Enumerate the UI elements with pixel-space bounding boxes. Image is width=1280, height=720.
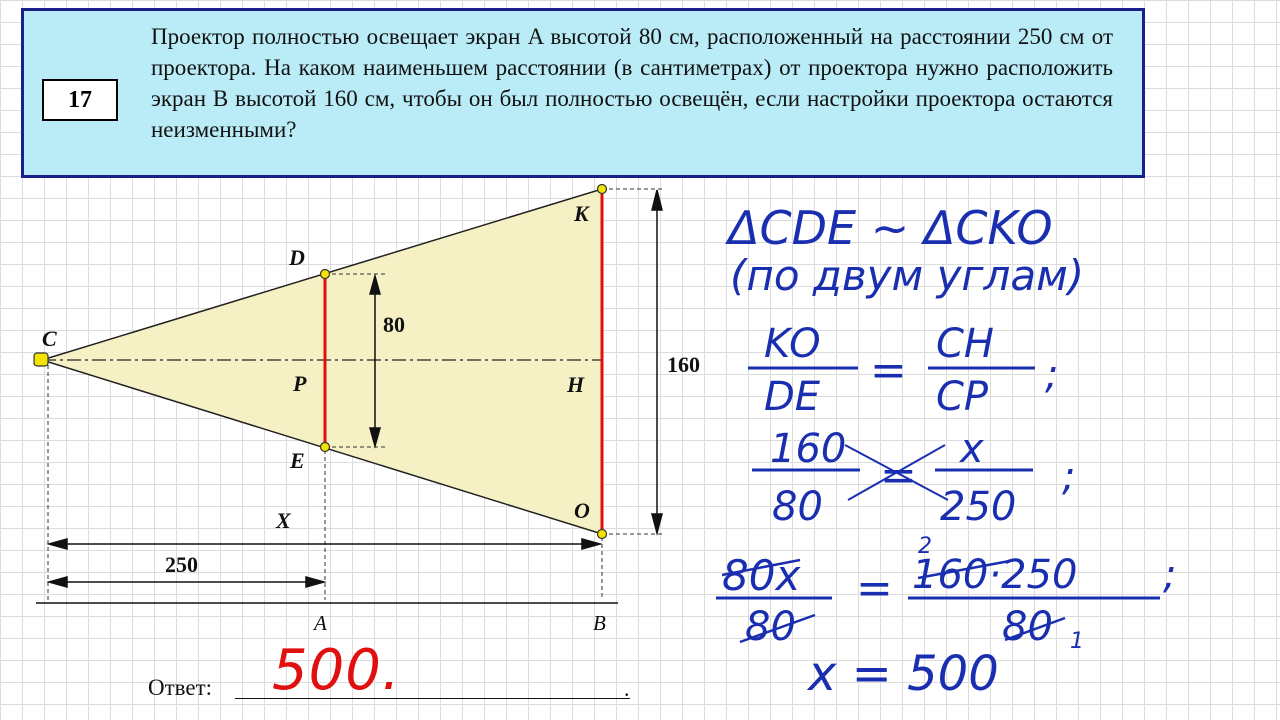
answer-line-end-dot: . bbox=[624, 676, 630, 701]
answer-label: Ответ: bbox=[148, 675, 213, 700]
result-equation: x = 500 bbox=[808, 646, 999, 702]
projector-point-c bbox=[34, 353, 48, 366]
axis-label-a: A bbox=[314, 611, 327, 635]
eq3-semicolon: ; bbox=[1163, 552, 1177, 598]
eq3-right-num: 160·250 bbox=[912, 552, 1078, 598]
label-e: E bbox=[290, 448, 305, 473]
eq3-mark-1: 1 bbox=[1070, 629, 1084, 654]
projector-beam bbox=[42, 189, 602, 534]
eq3-left-num: 80x bbox=[722, 551, 801, 600]
point-e bbox=[321, 443, 330, 452]
task-text: Проектор полностью освещает экран A высотой 80 см, расположенный на расстоянии 250 см от проектора. На каком наименьшем расстоянии (в сантиметрах) от проектора нужно расположить экран B высотой 160 см, чтобы он был полностью освещён, если настройки проектора остаются неизменными? bbox=[151, 24, 1113, 142]
dimension-x: X bbox=[276, 508, 291, 533]
eq3-right-den: 80 bbox=[1002, 604, 1053, 650]
dimension-250: 250 bbox=[165, 552, 198, 577]
ratio1-num-right: CH bbox=[936, 321, 995, 367]
dimension-160: 160 bbox=[667, 352, 700, 377]
eq3-left-den: 80 bbox=[745, 604, 796, 650]
task-number: 17 bbox=[42, 79, 118, 121]
similarity-statement: ΔCDE ~ ΔCKO bbox=[728, 201, 1053, 255]
label-h: H bbox=[567, 372, 585, 397]
ratio2-den-right: 250 bbox=[940, 484, 1017, 530]
label-k: K bbox=[574, 201, 589, 226]
answer-value: 500. bbox=[272, 638, 401, 703]
point-o bbox=[598, 530, 607, 539]
label-d: D bbox=[289, 245, 305, 270]
ratio2-semicolon: ; bbox=[1062, 454, 1076, 500]
point-d bbox=[321, 270, 330, 279]
axis-label-b: B bbox=[593, 611, 606, 635]
ratio2-equals: = bbox=[880, 450, 917, 501]
ratio1-den-right: CP bbox=[936, 374, 989, 420]
similarity-reason: (по двум углам) bbox=[730, 251, 1085, 300]
ratio1-num-left: KO bbox=[764, 321, 821, 367]
ratio1-equals: = bbox=[870, 345, 907, 396]
eq3-mark-2: 2 bbox=[918, 534, 932, 559]
label-o: O bbox=[574, 498, 590, 523]
label-p: P bbox=[293, 371, 307, 396]
ratio2-num-left: 160 bbox=[770, 426, 847, 472]
ratio2-num-right: x bbox=[960, 426, 984, 472]
ratio2-den-left: 80 bbox=[772, 484, 823, 530]
ratio1-semicolon: ; bbox=[1045, 352, 1059, 398]
label-c: C bbox=[42, 326, 57, 351]
handwritten-solution bbox=[716, 201, 1176, 702]
point-k bbox=[598, 185, 607, 194]
ratio1-den-left: DE bbox=[764, 374, 821, 420]
eq3-equals: = bbox=[856, 563, 893, 614]
dimension-80: 80 bbox=[383, 312, 405, 337]
